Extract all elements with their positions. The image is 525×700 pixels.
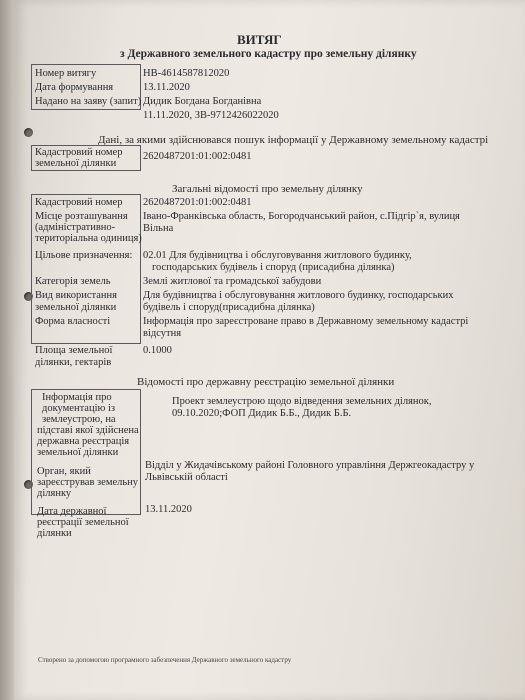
purpose-label: Цільове призначення: <box>35 250 133 261</box>
purpose-value-2: господарських будівель і споруд (присадибна ділянка) <box>152 262 395 273</box>
extract-number-value: НВ-4614587812020 <box>143 68 230 79</box>
docs-label-5: державна реєстрація <box>37 436 130 447</box>
docs-value-2: 09.10.2020;ФОП Дидик Б.Б., Дидик Б.Б. <box>172 408 352 419</box>
docs-label: Інформація про <box>42 392 112 403</box>
area-label: Площа земельної <box>35 345 113 356</box>
document-subtitle: з Державного земельного кадастру про земельну ділянку <box>120 48 417 60</box>
cadastral-value: 2620487201:01:002:0481 <box>143 197 252 208</box>
search-heading: Дані, за якими здійснювався пошук інформації у Державному земельному кадастрі <box>98 134 489 146</box>
location-label: Місце розташування <box>35 211 128 222</box>
docs-label-4: підставі якої здійснена <box>37 425 139 436</box>
usage-value-2: будівель і споруд(присадибна ділянка) <box>143 302 315 313</box>
location-label-3: територіальна одиниця) <box>35 233 142 244</box>
regdate-label-3: ділянки <box>37 528 72 539</box>
organ-label-3: ділянку <box>37 488 72 499</box>
formation-date-label: Дата формування <box>35 82 114 93</box>
docs-value: Проект землеустрою щодо відведення земельних ділянок, <box>172 396 432 407</box>
usage-label-2: земельної ділянки <box>35 302 117 313</box>
organ-label: Орган, який <box>37 466 91 477</box>
binder-hole <box>24 128 33 137</box>
purpose-value: 02.01 Для будівництва і обслуговування житлового будинку, <box>143 250 412 261</box>
docs-label-6: земельної ділянки <box>37 447 119 458</box>
regdate-value: 13.11.2020 <box>145 504 192 515</box>
search-cadastral-label-2: земельної ділянки <box>35 158 117 169</box>
area-label-2: ділянки, гектарів <box>35 357 112 368</box>
location-value-2: Вільна <box>143 223 174 234</box>
usage-label: Вид використання <box>35 290 117 301</box>
formation-date-value: 13.11.2020 <box>143 82 190 93</box>
location-label-2: (адміністративно- <box>35 222 116 233</box>
organ-value-2: Львівській області <box>145 472 228 483</box>
search-cadastral-value: 2620487201:01:002:0481 <box>143 151 252 162</box>
area-value: 0.1000 <box>143 345 172 356</box>
category-label: Категорія земель <box>35 276 111 287</box>
ownership-label: Форма власності <box>35 316 111 327</box>
request-label: Надано на заяву (запит) <box>35 96 142 107</box>
usage-value: Для будівництва і обслуговування житлового будинку, господарських <box>143 290 454 301</box>
registration-heading: Відомості про державну реєстрацію земельної ділянки <box>137 376 395 388</box>
request-name: Дидик Богдана Богданівна <box>143 96 262 107</box>
extract-number-label: Номер витягу <box>35 68 97 79</box>
ownership-value-2: відсутня <box>143 328 182 339</box>
general-heading: Загальні відомості про земельну ділянку <box>172 183 363 195</box>
organ-label-2: зареєстрував земельну <box>37 477 139 488</box>
ownership-value: Інформація про зареєстроване право в Державному земельному кадастрі <box>143 316 469 327</box>
page-edge-shadow <box>0 0 14 700</box>
document-title: ВИТЯГ <box>237 32 282 47</box>
cadastral-label: Кадастровий номер <box>35 197 123 208</box>
footer-note: Створено за допомогою програмного забезпечення Державного земельного кадастру <box>38 656 292 664</box>
location-value: Івано-Франківська область, Богородчанський район, с.Підгір`я, вулиця <box>143 211 460 222</box>
docs-label-2: документацію із <box>42 403 116 414</box>
organ-value: Відділ у Жидачівському районі Головного управління Держгеокадастру у <box>145 460 475 471</box>
regdate-label: Дата державної <box>37 506 107 517</box>
search-cadastral-label: Кадастровий номер <box>35 147 123 158</box>
docs-label-3: землеустрою, на <box>42 414 116 425</box>
regdate-label-2: реєстрації земельної <box>37 517 129 528</box>
request-ref: 11.11.2020, ЗВ-9712426022020 <box>143 110 279 121</box>
category-value: Землі житлової та громадської забудови <box>143 276 322 287</box>
